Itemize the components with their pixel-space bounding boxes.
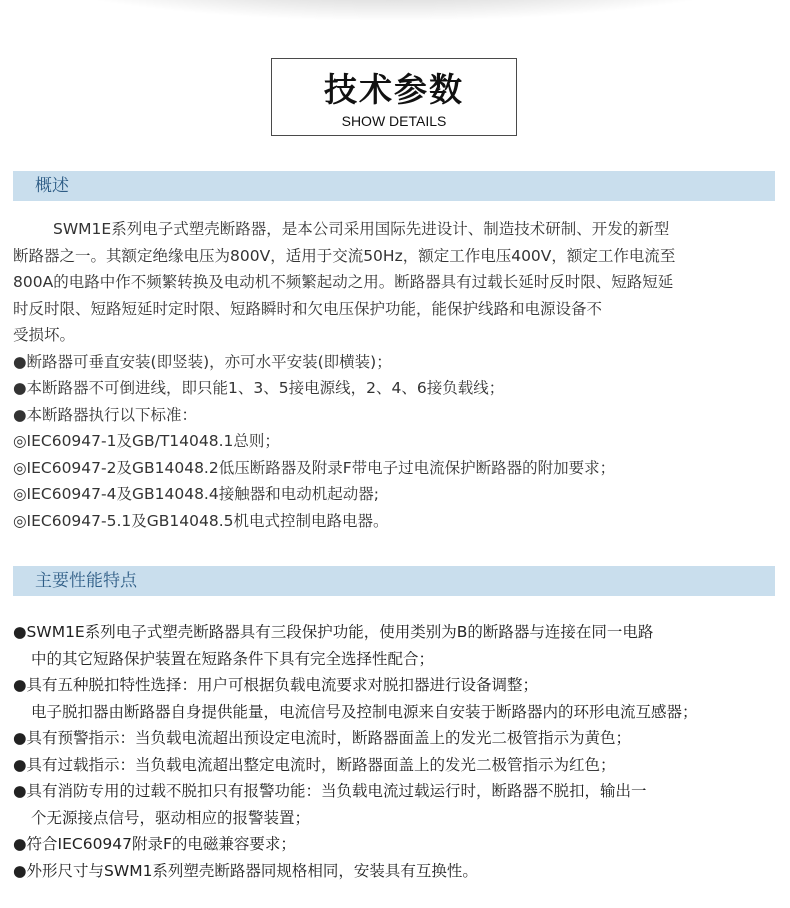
paragraph-line: SWM1E系列电子式塑壳断路器，是本公司采用国际先进设计、制造技术研制、开发的新型	[53, 220, 670, 238]
section-header-features	[13, 566, 775, 596]
section-header-overview	[13, 171, 775, 201]
paragraph-line: 断路器之一。其额定绝缘电压为800V，适用于交流50Hz，额定工作电压400V，额定工作电流至	[13, 246, 676, 265]
feature-item: ●符合IEC60947附录F的电磁兼容要求；	[13, 835, 296, 853]
feature-item: ●外形尺寸与SWM1系列塑壳断路器同规格相同，安装具有互换性。	[13, 861, 478, 880]
feature-item: ●具有过载指示：当负载电流超出整定电流时，断路器面盖上的发光二极管指示为红色；	[13, 755, 616, 774]
feature-item: ●SWM1E系列电子式塑壳断路器具有三段保护功能，使用类别为B的断路器与连接在同一电路	[13, 623, 654, 641]
section-title-overview: 概述	[35, 176, 69, 196]
paragraph-line: 800A的电路中作不频繁转换及电动机不频繁起动之用。断路器具有过载长延时反时限、短路短延	[13, 273, 674, 291]
title-box	[271, 58, 517, 136]
bullet-item: ●断路器可垂直安装(即竖装)，亦可水平安装(即横装)；	[13, 352, 392, 371]
feature-item: ●具有消防专用的过载不脱扣只有报警功能：当负载电流过载运行时，断路器不脱扣，输出一	[13, 782, 647, 800]
feature-item: ●具有预警指示：当负载电流超出预设定电流时，断路器面盖上的发光二极管指示为黄色；	[13, 729, 632, 747]
page-title: 技术参数	[324, 70, 464, 109]
feature-item: ●具有五种脱扣特性选择：用户可根据负载电流要求对脱扣器进行设备调整；	[13, 676, 539, 694]
feature-item-continued: 中的其它短路保护装置在短路条件下具有完全选择性配合；	[31, 649, 435, 668]
page-subtitle: SHOW DETAILS	[341, 113, 447, 129]
paragraph-line: 时反时限、短路短延时定时限、短路瞬时和欠电压保护功能，能保护线路和电源设备不	[13, 299, 603, 318]
bullet-item: ●本断路器不可倒进线，即只能1、3、5接电源线，2、4、6接负载线；	[13, 379, 505, 397]
features-list	[13, 619, 783, 884]
standard-item: ◎IEC60947-5.1及GB14048.5机电式控制电路电器。	[13, 511, 389, 530]
overview-paragraph	[13, 216, 783, 534]
section-title-features: 主要性能特点	[35, 571, 137, 591]
bullet-item: ●本断路器执行以下标准：	[13, 405, 198, 424]
feature-item-continued: 个无源接点信号，驱动相应的报警装置；	[31, 808, 311, 827]
paragraph-line: 受损坏。	[13, 326, 76, 344]
top-shadow-decoration	[0, 0, 790, 20]
feature-item-continued: 电子脱扣器由断路器自身提供能量，电流信号及控制电源来自安装于断路器内的环形电流互感器；	[31, 702, 698, 721]
standard-item: ◎IEC60947-2及GB14048.2低压断路器及附录F带电子过电流保护断路器的附加要求；	[13, 458, 616, 477]
standard-item: ◎IEC60947-4及GB14048.4接触器和电动机起动器;	[13, 485, 379, 503]
standard-item: ◎IEC60947-1及GB/T14048.1总则；	[13, 432, 280, 450]
